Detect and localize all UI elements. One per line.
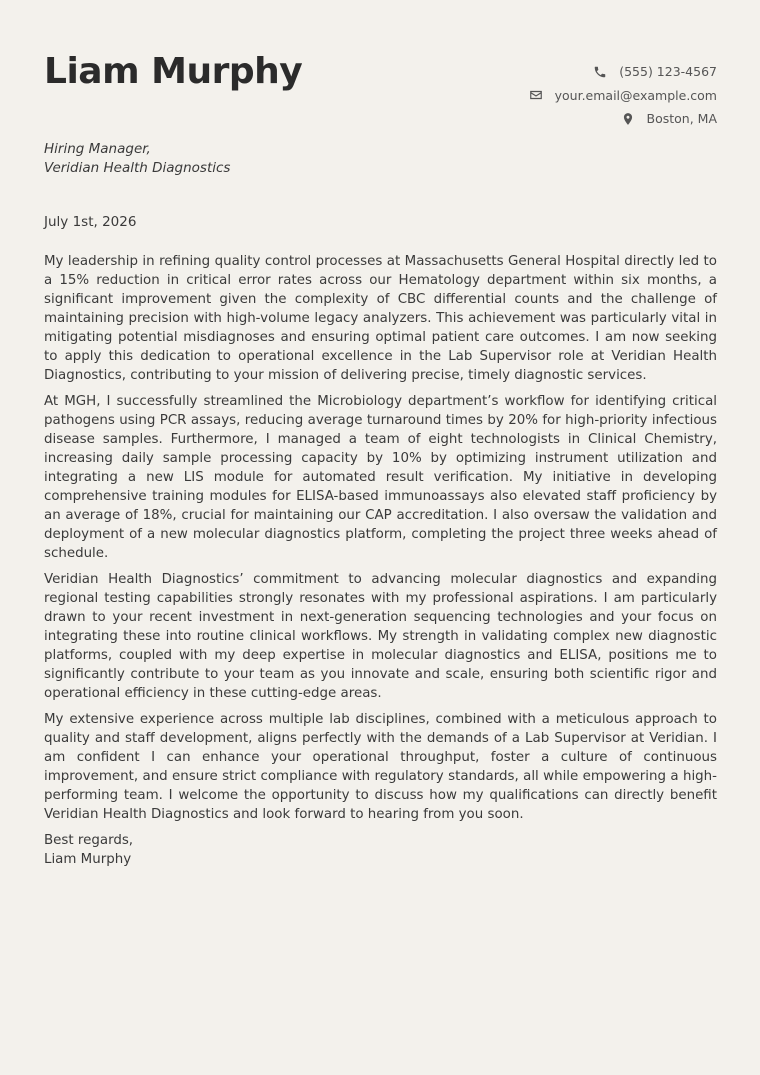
body-paragraph: My extensive experience across multiple lab disciplines, combined with a meticulous approach to quality and staff development, aligns perfectly with the demands of a Lab Supervisor at Veridian. I am confident I can enhance your operational throughput, foster a culture of continuous improvement, and ensure strict compliance with regulatory standards, all while empowering a high-performing team. I welcome the opportunity to discuss how my qualifications can directly benefit Veridian Health Diagnostics and look forward to hearing from you soon. bbox=[44, 712, 717, 822]
letter-closing bbox=[44, 831, 717, 869]
letter-date: July 1st, 2026 bbox=[44, 214, 137, 230]
envelope-icon bbox=[529, 88, 543, 102]
recipient-title: Hiring Manager, bbox=[44, 141, 151, 157]
signature-name: Liam Murphy bbox=[44, 852, 132, 867]
contact-info bbox=[529, 60, 717, 131]
closing-salutation: Best regards, bbox=[44, 833, 134, 848]
email-address: your.email@example.com bbox=[554, 87, 717, 103]
applicant-name: Liam Murphy bbox=[44, 51, 303, 92]
recipient-block bbox=[44, 140, 230, 178]
body-paragraph: At MGH, I successfully streamlined the Microbiology department’s workflow for identifying critical pathogens using PCR assays, reducing average turnaround times by 20% for high-priority infectious disease samples. Furthermore, I managed a team of eight technologists in Clinical Chemistry, increasing daily sample processing capacity by 10% by optimizing instrument utilization and integrating a new LIS module for automated result verification. My initiative in developing comprehensive training modules for ELISA-based immunoassays also elevated staff proficiency by an average of 18%, crucial for maintaining our CAP accreditation. I also oversaw the validation and deployment of a new molecular diagnostics platform, completing the project three weeks ahead of schedule. bbox=[44, 394, 717, 561]
body-paragraph: My leadership in refining quality control processes at Massachusetts General Hospital directly led to a 15% reduction in critical error rates across our Hematology department within six months, a significant improvement given the complexity of CBC differential counts and the challenge of maintaining precision with high-volume legacy analyzers. This achievement was particularly vital in mitigating potential misdiagnoses and ensuring optimal patient care outcomes. I am now seeking to apply this dedication to operational excellence in the Lab Supervisor role at Veridian Health Diagnostics, contributing to your mission of delivering precise, timely diagnostic services. bbox=[44, 254, 717, 383]
map-pin-icon bbox=[621, 112, 635, 126]
recipient-company: Veridian Health Diagnostics bbox=[44, 160, 231, 176]
cover-letter bbox=[44, 0, 717, 867]
contact-phone bbox=[529, 60, 717, 84]
location-text: Boston, MA bbox=[646, 111, 717, 127]
contact-email bbox=[529, 84, 717, 108]
contact-location bbox=[529, 107, 717, 131]
letter-header bbox=[44, 0, 717, 140]
body-paragraph: Veridian Health Diagnostics’ commitment to advancing molecular diagnostics and expanding regional testing capabilities strongly resonates with my professional aspirations. I am particularly drawn to your recent investment in next-generation sequencing technologies and your focus on integrating these into routine clinical workflows. My strength in validating complex new diagnostic platforms, coupled with my deep expertise in molecular diagnostics and ELISA, positions me to significantly contribute to your team as you innovate and scale, ensuring both scientific rigor and operational efficiency in these cutting-edge areas. bbox=[44, 572, 717, 701]
phone-icon bbox=[593, 65, 607, 79]
phone-number: (555) 123-4567 bbox=[619, 64, 717, 80]
letter-body bbox=[44, 252, 717, 869]
